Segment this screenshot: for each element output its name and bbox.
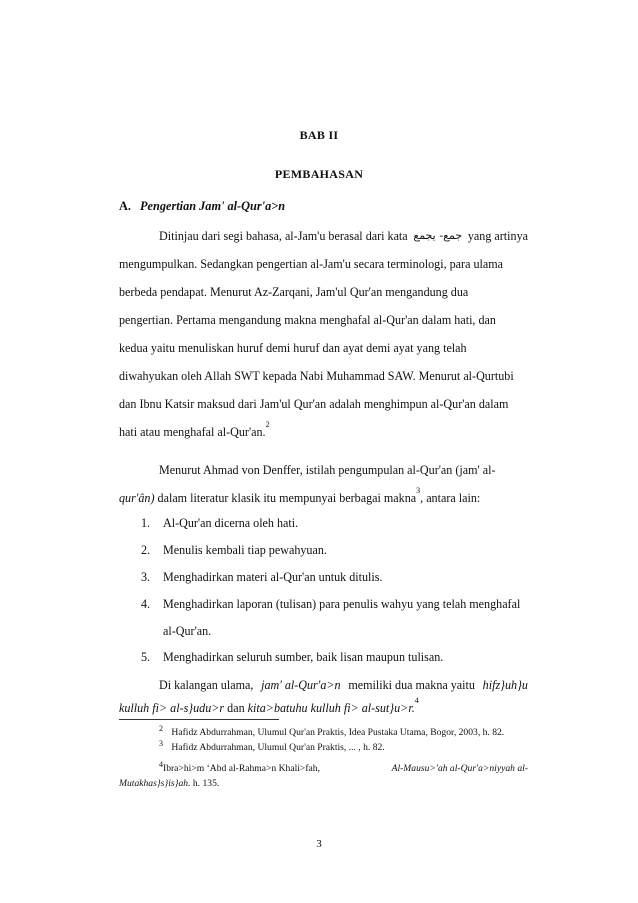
footnote-divider bbox=[119, 719, 279, 720]
para1-line7: dan Ibnu Katsir maksud dari Jam'ul Qur'an adalah menghimpun al-Qur'an dalam bbox=[119, 397, 509, 411]
para3-line1: Di kalangan ulama, jam' al-Qur'a>n memiliki dua makna yaitu hifz}uh}u bbox=[159, 678, 528, 692]
footnote-ref: 3 bbox=[416, 486, 421, 495]
arabic-word: جمع- يجمع bbox=[413, 229, 463, 242]
chapter-heading: BAB II bbox=[299, 128, 339, 142]
para1-line2: mengumpulkan. Sedangkan pengertian al-Jam'u secara terminologi, para ulama bbox=[119, 257, 504, 271]
para1-line6: diwahyukan oleh Allah SWT kepada Nabi Muhammad SAW. Menurut al-Qurtubi bbox=[119, 369, 514, 383]
para1-line1: Ditinjau dari segi bahasa, al-Jam'u berasal dari kata جمع- يجمع yang artinya bbox=[159, 229, 528, 243]
para1-line3: berbeda pendapat. Menurut Az-Zarqani, Jam'ul Qur'an mengandung dua bbox=[119, 285, 469, 299]
para2-line2: qur'ân) dalam literatur klasik itu mempunyai berbagai makna 3 , antara lain: bbox=[119, 486, 481, 505]
list-item-number: 1. bbox=[141, 516, 151, 530]
chapter-title: PEMBAHASAN bbox=[274, 167, 364, 181]
footnote-4: $^4$Ibra>hi>m ‘Abd al-Rahma>n Khali>fah, Al-Mausu>'ah al-Qur'a>niyyah al- bbox=[159, 759, 528, 774]
para1-line8: hati atau menghafal al-Qur'an. 2 bbox=[119, 420, 270, 439]
footnote-2: $^2$ Hafidz Abdurrahman, Ulumul Qur'an Praktis, Idea Pustaka Utama, Bogor, 2003, h. 82. bbox=[159, 723, 505, 738]
list-item-continuation: al-Qur'an. bbox=[163, 624, 212, 638]
list-item: Menghadirkan materi al-Qur'an untuk ditulis. bbox=[163, 570, 383, 584]
section-heading bbox=[119, 199, 285, 214]
footnote-ref: 4 bbox=[414, 696, 419, 705]
list-item-number: 5. bbox=[141, 650, 151, 664]
list-item: Menulis kembali tiap pewahyuan. bbox=[163, 543, 327, 557]
list-item: Al-Qur'an dicerna oleh hati. bbox=[163, 516, 299, 530]
footnote-4-continuation: Mutakhas}s}is}ah. h. 135. bbox=[119, 778, 220, 789]
section-title: Pengertian Jam' al-Qur'a>n bbox=[140, 199, 286, 213]
list-item bbox=[163, 597, 528, 612]
footnote-ref: 2 bbox=[265, 420, 270, 429]
section-letter: A. bbox=[119, 199, 131, 213]
para3-line2: kulluh fi> al-s}udu>r dan kita>batuhu kulluh fi> al-sut}u>r. 4 bbox=[119, 696, 419, 715]
footnote-3: $^3$ Hafidz Abdurrahman, Ulumul Qur'an Praktis, ... , h. 82. bbox=[159, 738, 385, 753]
list-item-number: 4. bbox=[141, 597, 151, 611]
list-item-number: 2. bbox=[141, 543, 151, 557]
list-item-number: 3. bbox=[141, 570, 151, 584]
list-item-justified: Menghadirkan laporan (tulisan) para penulis wahyu yang telah menghafal bbox=[163, 597, 521, 611]
list-item: Menghadirkan seluruh sumber, baik lisan maupun tulisan. bbox=[163, 650, 444, 664]
para1-line4: pengertian. Pertama mengandung makna menghafal al-Qur'an dalam hati, dan bbox=[119, 313, 496, 327]
page-number: 3 bbox=[316, 838, 322, 850]
para2-line1: Menurut Ahmad von Denffer, istilah pengumpulan al-Qur'an (jam' al- bbox=[159, 463, 496, 477]
para1-line5: kedua yaitu menuliskan huruf demi huruf dan ayat demi ayat yang telah bbox=[119, 341, 467, 355]
